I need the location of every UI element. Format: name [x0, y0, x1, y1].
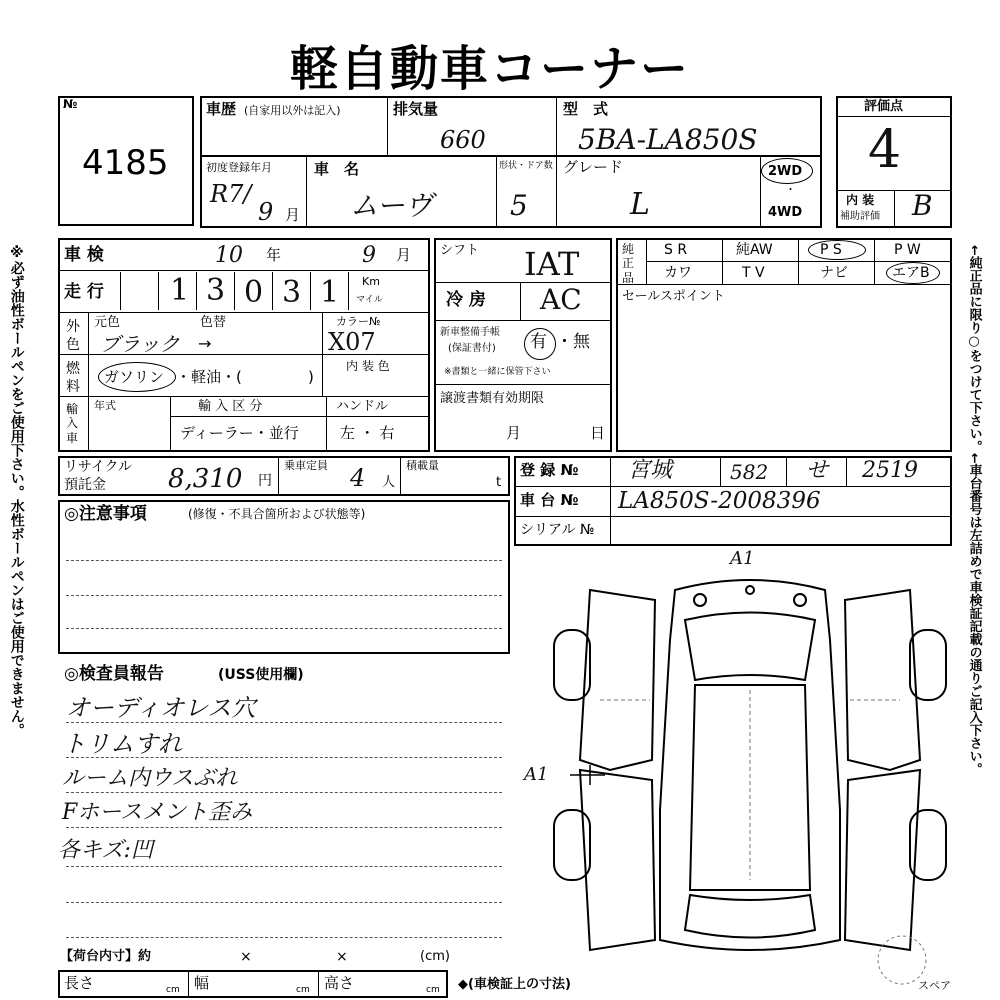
dims-length-cm: cm	[166, 985, 180, 995]
mileage-label: 走 行	[64, 282, 104, 302]
drive-sep: ・	[785, 183, 796, 196]
sales-point-label: セールスポイント	[622, 289, 725, 304]
registration-kana: せ	[806, 458, 829, 483]
history-label: 車歴	[206, 100, 237, 118]
option-ps: P S	[820, 242, 842, 258]
report-line-2: トリムすれ	[62, 730, 182, 758]
color-side-label: 外色	[66, 319, 80, 354]
shaken-month: 9	[362, 243, 376, 268]
capacity-label: 乗車定員	[284, 459, 328, 472]
inspector-label: ◎検査員報告	[64, 664, 164, 684]
recycle-label1: リサイクル	[64, 459, 133, 475]
manual-label1: 新車整備手帳	[440, 327, 500, 338]
spare-tire-circle	[878, 936, 926, 984]
headlight-left	[694, 594, 706, 606]
color-value: ブラック	[100, 332, 180, 356]
option-aw: 純AW	[736, 242, 773, 258]
load-unit: t	[496, 475, 502, 490]
color-arrow: →	[198, 334, 212, 353]
cargo-x1: ×	[240, 949, 252, 965]
ac-label: 冷 房	[446, 290, 486, 310]
report-line-1: オーディオレス穴	[66, 694, 256, 722]
fuel-side-label: 燃料	[66, 361, 80, 396]
page-title: 軽自動車コーナー	[290, 41, 691, 97]
caution-label: ◎注意事項	[64, 504, 147, 524]
transfer-day: 日	[590, 424, 606, 442]
recycle-label2: 預託金	[64, 477, 106, 493]
color-code: X07	[328, 328, 376, 356]
interior-grade-label1: 内 装	[846, 193, 875, 207]
score-value: 4	[868, 120, 902, 180]
manual-no: ・無	[556, 332, 590, 352]
fuel-gasoline: ガソリン	[104, 368, 165, 386]
dims-note: ◆(車検証上の寸法)	[458, 977, 571, 992]
manual-yes: 有	[530, 332, 547, 352]
handle-value: 左 ・ 右	[340, 424, 395, 442]
shift-label: シフト	[440, 243, 480, 258]
serial-label: シリアル №	[520, 522, 595, 538]
option-airbag: エアB	[892, 265, 930, 281]
diagram-mark-top: A1	[730, 548, 755, 569]
mileage-digit-5: 1	[320, 275, 340, 310]
cargo-x2: ×	[336, 949, 348, 965]
model-value: 5BA-LA850S	[578, 123, 758, 156]
mileage-unit-km: Km	[362, 275, 380, 288]
options-side-label: 純正品	[622, 242, 635, 285]
car-diagram	[540, 560, 960, 1000]
chassis-value: LA850S-2008396	[618, 488, 821, 514]
mileage-digit-3: 0	[244, 275, 264, 310]
diagram-mark-side: A1	[524, 764, 549, 785]
report-line-4: Fホースメント歪み	[62, 800, 253, 825]
spare-label: スペア	[918, 979, 951, 992]
history-note: (自家用以外は記入)	[244, 104, 341, 117]
cargo-label: 【荷台内寸】約	[60, 949, 152, 964]
import-kubun-label: 輸 入 区 分	[198, 399, 263, 414]
car-right-rear-side	[845, 770, 920, 950]
car-rear	[685, 895, 815, 938]
grade-label: グレード	[563, 158, 624, 176]
report-line-5: 各キズ:凹	[58, 838, 153, 863]
fuel-diesel: ・軽油・(	[176, 368, 242, 386]
shaken-year: 10	[215, 243, 243, 268]
model-label: 型 式	[563, 100, 609, 118]
cargo-cm: (cm)	[420, 949, 450, 964]
transfer-month: 月	[506, 424, 522, 442]
lot-number: 4185	[82, 143, 169, 183]
handle-label: ハンドル	[336, 399, 389, 414]
mileage-digit-4: 3	[282, 275, 302, 310]
recycle-unit: 円	[258, 473, 272, 489]
drive-2wd: 2WD	[768, 164, 803, 179]
first-reg-month-unit: 月	[285, 206, 301, 224]
grade-value: L	[630, 187, 650, 222]
dims-width-cm: cm	[296, 985, 310, 995]
dims-width: 幅	[194, 974, 210, 992]
lot-no-label: №	[63, 97, 78, 111]
import-side-label: 輸入車	[66, 402, 79, 445]
dims-length: 長さ	[64, 974, 95, 992]
doors-label: 形状・ドア数	[499, 161, 553, 171]
option-tv: T V	[742, 265, 765, 281]
dims-height: 高さ	[324, 974, 355, 992]
ac-value: AC	[540, 283, 582, 316]
mileage-digit-1: 1	[170, 273, 190, 308]
fuel-close: )	[308, 368, 314, 386]
car-name-value: ムーヴ	[350, 189, 433, 222]
option-sr: S R	[664, 242, 688, 258]
manual-label2: (保証書付)	[448, 343, 496, 354]
registration-class: 582	[730, 460, 769, 484]
shaken-month-unit: 月	[396, 246, 412, 264]
displacement-value: 660	[440, 126, 486, 154]
option-pw: P W	[894, 242, 921, 258]
drive-4wd: 4WD	[768, 205, 803, 220]
displacement-label: 排気量	[393, 100, 439, 118]
import-year-label: 年式	[94, 399, 116, 412]
car-windshield	[685, 613, 815, 681]
shaken-label: 車 検	[64, 245, 104, 265]
import-kubun: ディーラー・並行	[180, 424, 299, 442]
registration-area: 宮城	[628, 458, 673, 483]
first-reg-month: 9	[258, 198, 274, 226]
manual-note: ※書類と一緒に保管下さい	[444, 367, 551, 377]
car-right-side	[845, 590, 920, 770]
report-line-3: ルーム内ウスぶれ	[62, 766, 238, 791]
capacity-unit: 人	[382, 475, 396, 490]
mileage-digit-2: 3	[206, 273, 226, 308]
score-label: 評価点	[864, 99, 904, 114]
car-name-label: 車 名	[314, 160, 360, 178]
first-reg-value: R7/	[210, 180, 252, 208]
interior-grade-value: B	[912, 189, 933, 222]
first-reg-label: 初度登録年月	[206, 161, 272, 174]
load-label: 積載量	[406, 459, 439, 472]
dims-height-cm: cm	[426, 985, 440, 995]
option-leather: カワ	[664, 265, 692, 281]
drive-2wd-circle	[761, 158, 813, 184]
inspector-note: (USS使用欄)	[218, 667, 304, 683]
interior-grade-label2: 補助評価	[840, 211, 880, 222]
car-left-side	[580, 590, 655, 770]
chassis-label: 車 台 №	[520, 491, 579, 509]
headlight-right	[794, 594, 806, 606]
car-left-rear-side	[580, 770, 655, 950]
color-orig-label: 元色	[94, 315, 121, 330]
shift-value: IAT	[524, 245, 580, 283]
bumper-dot	[746, 586, 754, 594]
dims-row	[58, 970, 448, 998]
doors-value: 5	[510, 189, 528, 222]
capacity-value: 4	[350, 464, 366, 492]
right-side-note: ←純正品に限り○をつけて下さい。←車台番号は左詰めで車検証記載の通りご記入下さい。	[966, 245, 982, 776]
color-code-label: カラー№	[336, 315, 381, 328]
shaken-year-unit: 年	[266, 246, 282, 264]
left-side-note: ※必ず油性ボールペンをご使用下さい。水性ボールペンはご使用できません。	[8, 245, 25, 737]
color-repaint-label: 色替	[200, 315, 227, 330]
registration-label: 登 録 №	[520, 461, 579, 479]
caution-note: (修復・不具合箇所および状態等)	[188, 507, 366, 521]
option-navi: ナビ	[820, 265, 848, 281]
registration-number: 2519	[862, 458, 918, 483]
recycle-value: 8,310	[168, 464, 243, 494]
mileage-unit-mile: マイル	[356, 295, 383, 305]
transfer-label: 譲渡書類有効期限	[440, 391, 545, 406]
interior-color-label: 内 装 色	[346, 359, 390, 373]
